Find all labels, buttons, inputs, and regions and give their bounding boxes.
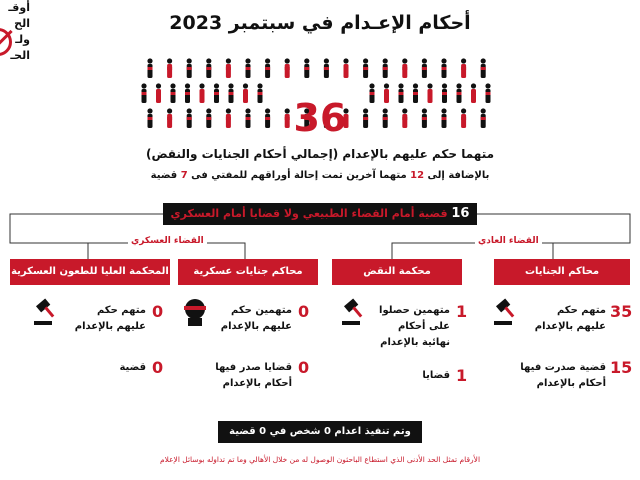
group-label-military: القضاء العسكري [128,236,207,246]
person-icon [402,58,407,78]
person-icon [324,58,329,78]
col-head-military-criminal: محاكم جنايات عسكرية [178,259,318,285]
stat-label: متهمين حكم عليهم بالإعدام [220,305,292,332]
gavel-icon [340,298,370,326]
person-icon [226,58,231,78]
stat-number: 0 [298,302,310,321]
person-icon [206,58,211,78]
stat-label: متهم حكم عليهم بالإعدام [74,305,146,332]
person-icon [167,58,172,78]
total-caption: متهما حكم عليهم بالإعدام (إجمالي أحكام الجنايات والنقض) [145,147,495,161]
person-icon [363,58,368,78]
gavel-icon [492,298,522,326]
person-icon [461,58,466,78]
person-icon [147,58,152,78]
stat-number: 1 [456,302,468,321]
stat-label: متهمين حصلوا على أحكام نهائية بالإعدام [379,305,450,348]
referral-caption: بالإضافة إلى 12 متهما آخرين تمت إحالة أوراقهم للمفتي فى 7 قضية [150,170,490,181]
page-title: أحكام الإعـدام في سبتمبر 2023 [169,12,471,34]
gavel-icon [32,298,62,326]
stat-number: 0 [152,358,164,377]
person-icon [422,58,427,78]
person-icon [441,58,446,78]
natural-courts-banner: 16 قضية أمام القضاء الطبيعي ولا قضايا أمام العسكري [163,203,477,225]
stat-label: قضايا صدر فيها أحكام بالإعدام [215,362,292,389]
stat-number: 0 [298,358,310,377]
stat-number: 0 [152,302,164,321]
col-head-cassation: محكمة النقض [332,259,462,285]
stat-label: متهم حكم عليهم بالإعدام [534,305,606,332]
stat-number: 35 [610,302,633,321]
stat-number: 15 [610,358,633,377]
person-icon [343,58,348,78]
corner-text: أوقـ الح ولـ الحـ [8,1,30,62]
stat-label: قضايا [422,370,450,381]
person-icon [481,58,486,78]
stat-label: قضية [119,362,146,373]
total-number: 36 [293,96,347,140]
col-head-supreme-military: المحكمة العليا للطعون العسكرية [10,259,170,285]
person-icon [304,58,309,78]
stat-number: 1 [456,366,468,385]
footnote: الأرقام تمثل الحد الأدنى الذي استطاع الباحثون الوصول له من خلال الأهالي وما تم تداوله بوسائل الإعلام [159,455,481,464]
person-icon [285,58,290,78]
person-icon [265,58,270,78]
person-icon [383,58,388,78]
person-icon [245,58,250,78]
col-head-criminal-courts: محاكم الجنايات [494,259,630,285]
stat-label: قضية صدرت فيها أحكام بالإعدام [520,362,606,389]
person-icon [187,58,192,78]
executions-banner: وتم تنفيذ اعدام 0 شخص في 0 قضية [218,421,422,443]
blindfold-head-icon [182,297,208,327]
group-label-ordinary: القضاء العادي [475,236,542,246]
